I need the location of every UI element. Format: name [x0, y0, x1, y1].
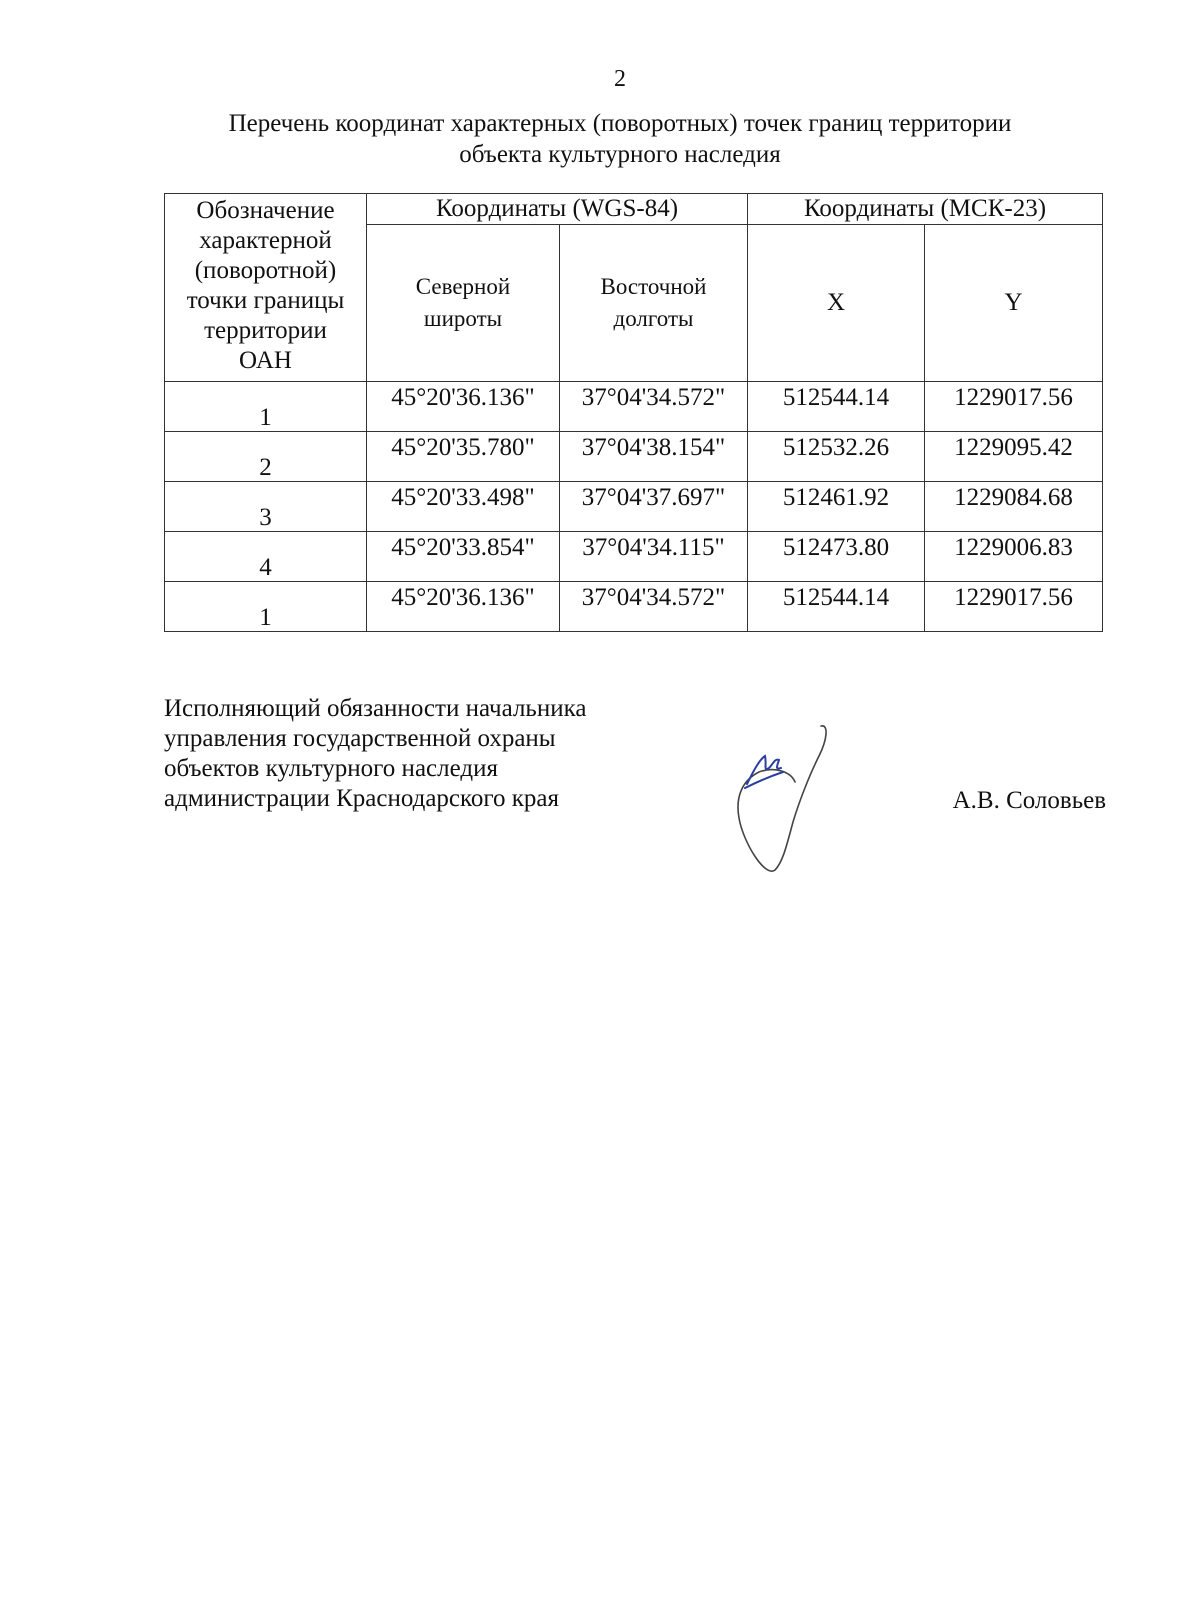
north-header-line: Северной — [415, 274, 511, 299]
point-cell: 4 — [165, 532, 367, 582]
x-cell: 512532.26 — [748, 432, 925, 482]
signer-name: А.В. Соловьев — [952, 787, 1106, 814]
table-row — [165, 532, 1103, 582]
wgs84-group-header: Координаты (WGS-84) — [367, 194, 748, 225]
table-row — [165, 432, 1103, 482]
position-line: управления государственной охраны — [164, 725, 556, 752]
y-cell: 1229095.42 — [925, 432, 1103, 482]
table-row — [165, 382, 1103, 432]
x-cell: 512544.14 — [748, 582, 925, 632]
page-number: 2 — [614, 66, 626, 92]
y-cell: 1229084.68 — [925, 482, 1103, 532]
position-line: объектов культурного наследия — [164, 755, 498, 782]
x-cell: 512544.14 — [748, 382, 925, 432]
x-cell: 512473.80 — [748, 532, 925, 582]
position-line: Исполняющий обязанности начальника — [164, 695, 587, 722]
point-cell: 2 — [165, 432, 367, 482]
east-cell: 37°04'37.697" — [560, 482, 748, 532]
position-line: администрации Краснодарского края — [164, 785, 560, 812]
y-cell: 1229017.56 — [925, 382, 1103, 432]
north-header-line: широты — [423, 306, 503, 331]
table-row — [165, 582, 1103, 632]
north-cell: 45°20'33.498" — [367, 482, 560, 532]
handwritten-signature — [735, 722, 855, 874]
east-cell: 37°04'34.572" — [560, 582, 748, 632]
point-header-line: (поворотной) — [194, 257, 337, 284]
east-longitude-header — [560, 225, 748, 382]
point-header-line: характерной — [199, 227, 332, 254]
x-cell: 512461.92 — [748, 482, 925, 532]
point-cell: 1 — [165, 382, 367, 432]
point-header-line: точки границы — [186, 287, 345, 314]
y-header: Y — [925, 225, 1103, 382]
document-title — [150, 108, 1090, 170]
signature-ink-stroke — [745, 772, 783, 788]
point-header-line: ОАН — [239, 347, 292, 374]
north-cell: 45°20'36.136" — [367, 382, 560, 432]
point-cell: 3 — [165, 482, 367, 532]
point-header-line: Обозначение — [196, 197, 335, 224]
point-cell: 1 — [165, 582, 367, 632]
north-cell: 45°20'35.780" — [367, 432, 560, 482]
east-cell: 37°04'38.154" — [560, 432, 748, 482]
north-cell: 45°20'36.136" — [367, 582, 560, 632]
east-cell: 37°04'34.115" — [560, 532, 748, 582]
y-cell: 1229006.83 — [925, 532, 1103, 582]
point-designation-header — [165, 194, 367, 382]
title-line-1: Перечень координат характерных (поворотных) точек границ территории — [228, 110, 1012, 137]
coordinates-table — [164, 193, 1103, 632]
y-cell: 1229017.56 — [925, 582, 1103, 632]
msk23-group-header: Координаты (МСК-23) — [748, 194, 1103, 225]
east-header-line: долготы — [613, 306, 694, 331]
signatory-position — [164, 694, 684, 814]
table-row — [165, 482, 1103, 532]
east-cell: 37°04'34.572" — [560, 382, 748, 432]
north-cell: 45°20'33.854" — [367, 532, 560, 582]
signature-loop-stroke — [738, 726, 826, 871]
title-line-2: объекта культурного наследия — [459, 141, 781, 168]
x-header: X — [748, 225, 925, 382]
east-header-line: Восточной — [600, 274, 707, 299]
point-header-line: территории — [204, 317, 327, 344]
north-latitude-header — [367, 225, 560, 382]
